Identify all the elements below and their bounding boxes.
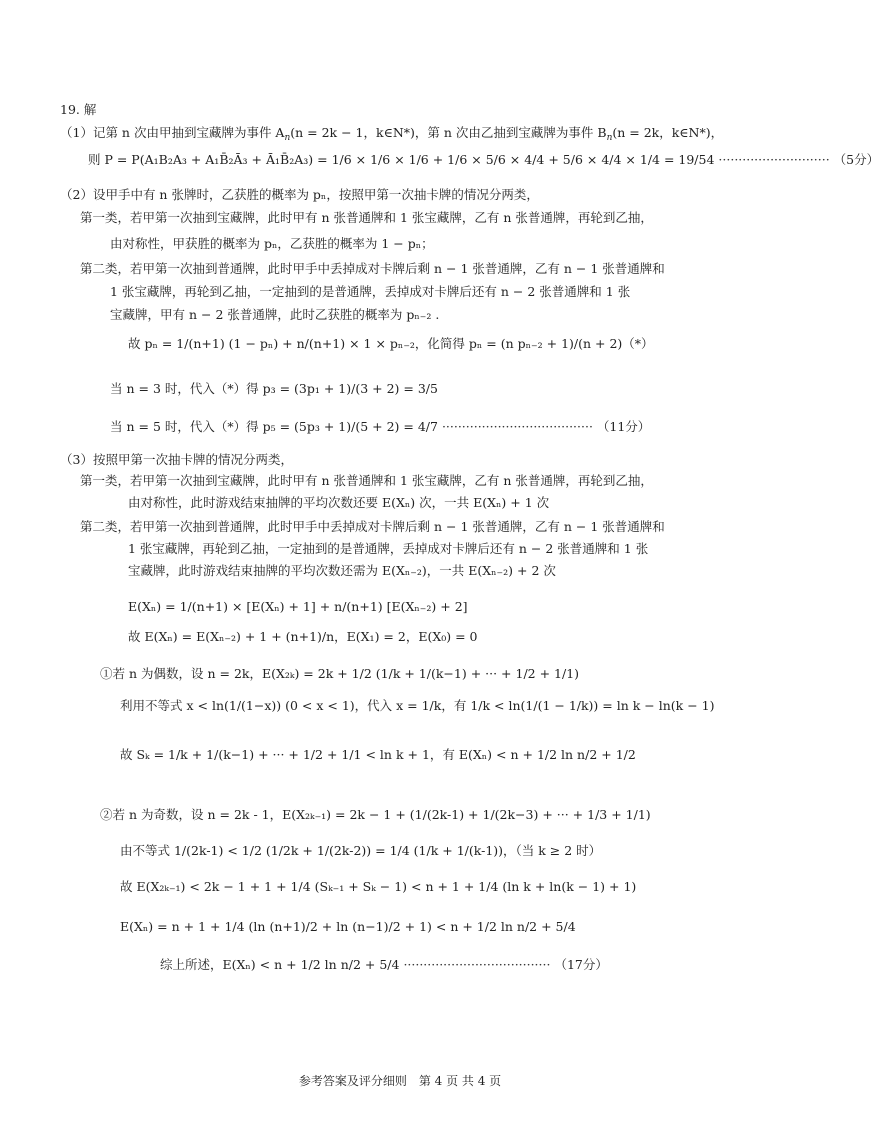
part2-case1-b: 由对称性，甲获胜的概率为 pₙ，乙获胜的概率为 1 − pₙ；	[110, 236, 434, 251]
part2-n5: 当 n = 5 时，代入（*）得 p₅ = (5p₃ + 1)/(5 + 2) = 4/7 ······································ （11分）	[110, 419, 651, 434]
page-footer: 参考答案及评分细则 第 4 页 共 4 页	[298, 1074, 502, 1088]
part3-case2-a: 第二类，若甲第一次抽到普通牌，此时甲手中丢掉成对卡牌后剩 n − 1 张普通牌，乙有 n − 1 张普通牌和	[80, 519, 665, 534]
part3-odd-final: E(Xₙ) = n + 1 + 1/4 (ln (n+1)/2 + ln (n−1)/2 + 1) < n + 1/2 ln n/2 + 5/4	[120, 919, 576, 934]
part2-formula: 故 pₙ = 1/(n+1) (1 − pₙ) + n/(n+1) × 1 × pₙ₋₂，化简得 pₙ = (n pₙ₋₂ + 1)/(n + 2)（*）	[128, 336, 654, 351]
part3-case2-c: 宝藏牌，此时游戏结束抽牌的平均次数还需为 E(Xₙ₋₂)，一共 E(Xₙ₋₂) + 2 次	[128, 563, 556, 578]
part3-odd-ineq: 由不等式 1/(2k-1) < 1/2 (1/2k + 1/(2k-2)) = 1/4 (1/k + 1/(k-1))，（当 k ≥ 2 时）	[120, 843, 602, 858]
score-dots: ······································	[441, 419, 597, 434]
part2-case2-a: 第二类，若甲第一次抽到普通牌，此时甲手中丢掉成对卡牌后剩 n − 1 张普通牌，乙有 n − 1 张普通牌和	[80, 261, 665, 276]
part3-eq1: E(Xₙ) = 1/(n+1) × [E(Xₙ) + 1] + n/(n+1) [E(Xₙ₋₂) + 2]	[128, 599, 468, 614]
part2-case2-c: 宝藏牌，甲有 n − 2 张普通牌，此时乙获胜的概率为 pₙ₋₂ .	[110, 307, 440, 322]
score-dots: ·····································	[403, 957, 555, 972]
part3-case1-b: 由对称性，此时游戏结束抽牌的平均次数还要 E(Xₙ) 次，一共 E(Xₙ) + 1 次	[128, 495, 550, 510]
part3-even-ineq: 利用不等式 x < ln(1/(1−x)) (0 < x < 1)，代入 x = 1/k，有 1/k < ln(1/(1 − 1/k)) = ln k − ln(k − 1)	[120, 698, 715, 713]
part2-n3: 当 n = 3 时，代入（*）得 p₃ = (3p₁ + 1)/(3 + 2) = 3/5	[110, 381, 438, 396]
part3-even-title: ①若 n 为偶数，设 n = 2k，E(X₂ₖ) = 2k + 1/2 (1/k + 1/(k−1) + ··· + 1/2 + 1/1)	[100, 666, 580, 681]
problem-number: 19. 解	[60, 102, 97, 117]
part3-odd-title: ②若 n 为奇数，设 n = 2k - 1，E(X₂ₖ₋₁) = 2k − 1 + (1/(2k-1) + 1/(2k−3) + ··· + 1/3 + 1/1)	[100, 807, 651, 822]
part3-even-sum: 故 Sₖ = 1/k + 1/(k−1) + ··· + 1/2 + 1/1 < ln k + 1，有 E(Xₙ) < n + 1/2 ln n/2 + 1/2	[120, 747, 636, 762]
part3-intro: （3）按照甲第一次抽卡牌的情况分两类，	[60, 452, 293, 467]
part3-odd-bound: 故 E(X₂ₖ₋₁) < 2k − 1 + 1 + 1/4 (Sₖ₋₁ + Sₖ − 1) < n + 1 + 1/4 (ln k + ln(k − 1) + 1)	[120, 879, 637, 894]
score-dots: ····························	[718, 152, 834, 167]
part3-case1-a: 第一类，若甲第一次抽到宝藏牌，此时甲有 n 张普通牌和 1 张宝藏牌，乙有 n 张普通牌，再轮到乙抽，	[80, 473, 653, 488]
part2-case2-b: 1 张宝藏牌，再轮到乙抽，一定抽到的是普通牌，丢掉成对卡牌后还有 n − 2 张普通牌和 1 张	[110, 284, 631, 299]
part2-case1-a: 第一类，若甲第一次抽到宝藏牌，此时甲有 n 张普通牌和 1 张宝藏牌，乙有 n 张普通牌，再轮到乙抽，	[80, 210, 653, 225]
part1-line1: （1）记第 n 次由甲抽到宝藏牌为事件 $A_n(n = 2k - 1$，k∈N*)，第 n 次由乙抽到宝藏牌为事件 $B_n(n = 2k$，k∈N*)，	[60, 125, 724, 143]
part3-summary: 综上所述，E(Xₙ) < n + 1/2 ln n/2 + 5/4 ····································· （17分）	[160, 957, 608, 972]
part1-formula: 则 P = P(A₁B₂A₃ + A₁B̄₂Ā₃ + Ā₁B̄₂A₃) = 1/6 × 1/6 × 1/6 + 1/6 × 5/6 × 4/4 + 5/6 × 4/4 × 1/4 = 19/54 ···························· （5分）	[88, 152, 879, 167]
part3-case2-b: 1 张宝藏牌，再轮到乙抽，一定抽到的是普通牌，丢掉成对卡牌后还有 n − 2 张普通牌和 1 张	[128, 541, 649, 556]
part3-eq2: 故 E(Xₙ) = E(Xₙ₋₂) + 1 + (n+1)/n，E(X₁) = 2，E(X₀) = 0	[128, 629, 478, 644]
part2-intro: （2）设甲手中有 n 张牌时，乙获胜的概率为 pₙ，按照甲第一次抽卡牌的情况分两类，	[60, 187, 539, 202]
